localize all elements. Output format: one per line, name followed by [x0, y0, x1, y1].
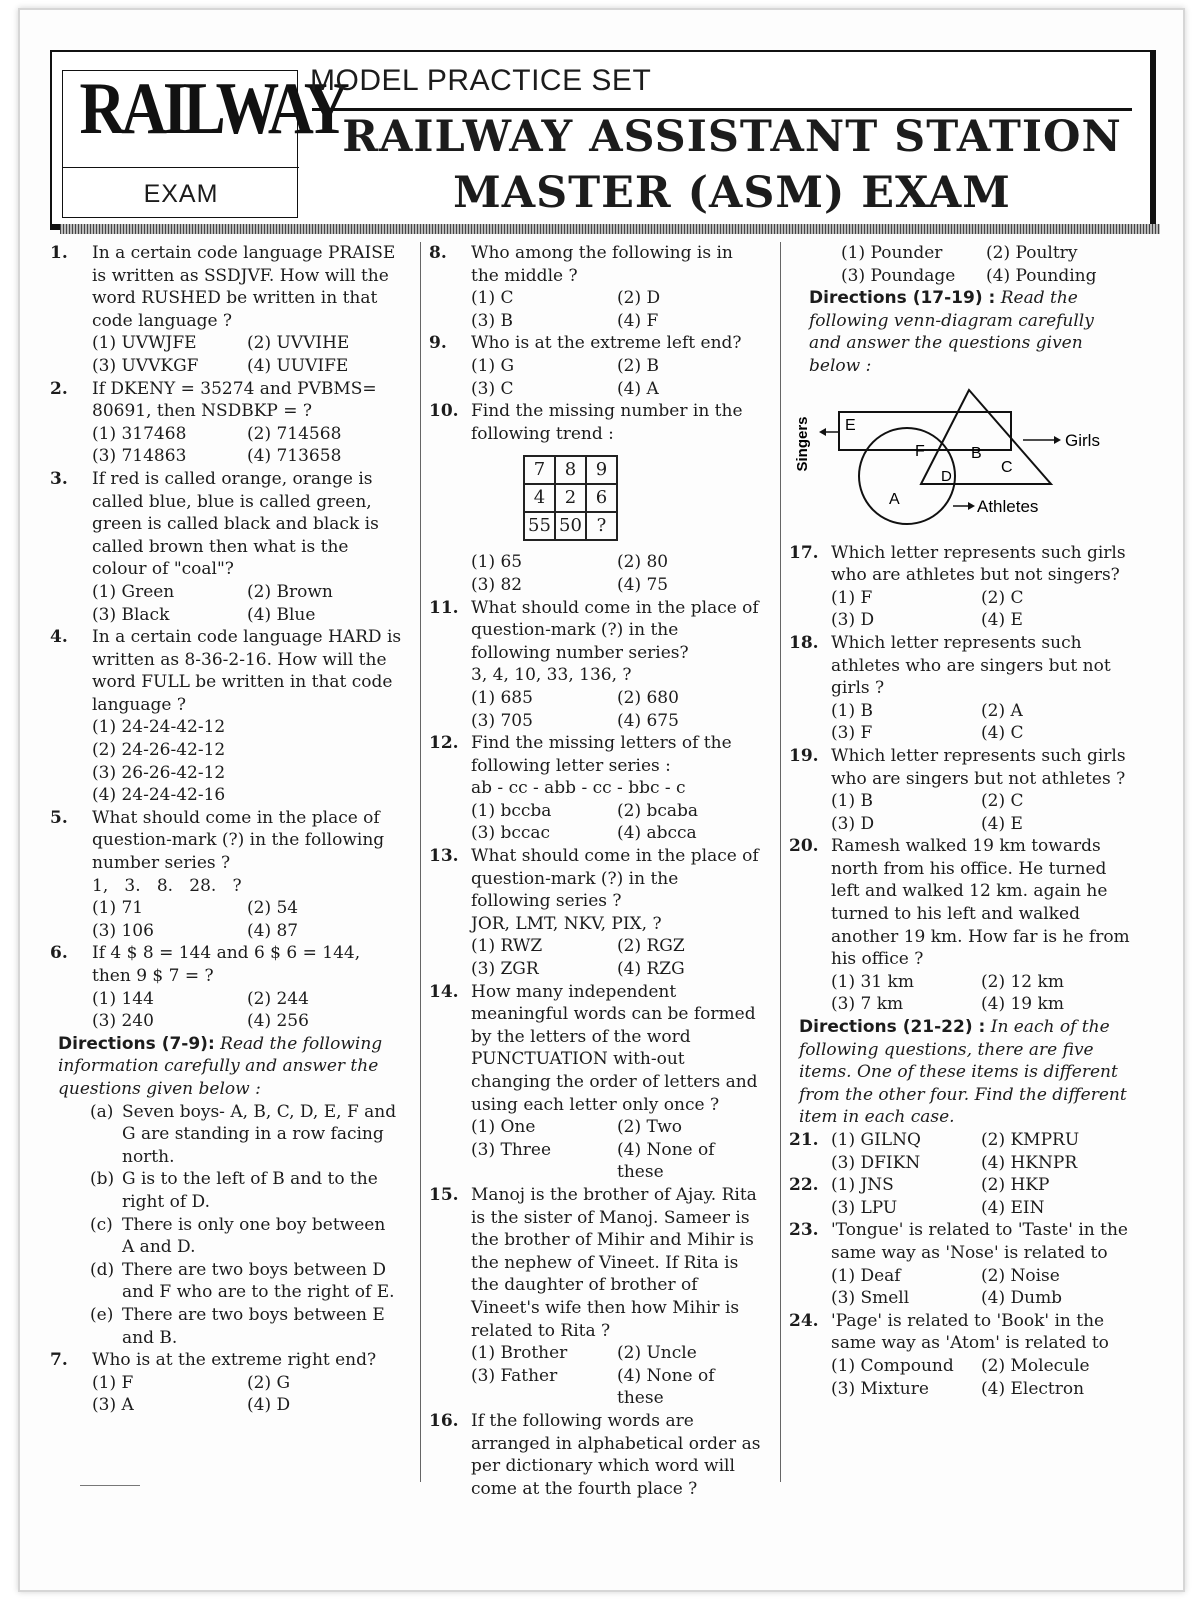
option: (1) 317468: [92, 423, 187, 444]
column-3: [780, 242, 1130, 1482]
question-23: [789, 1219, 1131, 1309]
options: [92, 1372, 402, 1417]
question-text: Which letter represents such girls who are singers but not athletes ?: [831, 745, 1126, 789]
question-24: [789, 1310, 1131, 1400]
options: [471, 551, 763, 596]
question-8: [429, 242, 763, 332]
option: (3) Poundage: [841, 265, 956, 286]
option: (3) A: [92, 1395, 134, 1416]
option: (1) 31 km: [831, 971, 914, 992]
question-text: Who is at the extreme left end?: [471, 333, 742, 354]
options: [831, 790, 1131, 835]
option: (2) Poultry: [986, 243, 1078, 263]
option: (3) D: [831, 610, 875, 631]
question-number: 5.: [50, 807, 68, 828]
options: [831, 1355, 1131, 1400]
question-number: 10.: [429, 401, 459, 422]
statement-label: (c): [90, 1214, 113, 1235]
question-text: Who is at the extreme right end?: [92, 1350, 377, 1371]
question-9: [429, 332, 763, 400]
exam-page: [18, 8, 1185, 1592]
question-text: Which letter represents such girls who are athletes but not singers?: [831, 542, 1126, 586]
option: (4) E: [981, 610, 1023, 631]
question-text: Which letter represents such athletes who are singers but not girls ?: [831, 632, 1111, 699]
option: (2) UVVIHE: [247, 333, 350, 354]
option: (1) Deaf: [831, 1265, 901, 1286]
exam-header: [50, 50, 1156, 230]
girls-arrowhead: [1054, 436, 1061, 444]
option: (1) One: [471, 1117, 536, 1138]
option: (4) 256: [247, 1011, 309, 1032]
option: (1) F: [92, 1372, 134, 1393]
question-number: 12.: [429, 733, 459, 754]
option: (2) 244: [247, 988, 309, 1009]
option: (2) Two: [617, 1117, 683, 1138]
grid-cell: 50: [555, 512, 586, 540]
question-text: What should come in the place of question-mark (?) in the following number series ?: [92, 807, 385, 874]
grid-cell: 55: [524, 512, 555, 540]
option: (2) 54: [247, 898, 299, 919]
venn-label-athletes: Athletes: [977, 496, 1039, 516]
options: [831, 971, 1131, 1016]
question-number: 11.: [429, 597, 459, 618]
venn-diagram: [793, 386, 1100, 536]
option: (2) 680: [617, 687, 679, 708]
option: (2) 12 km: [981, 971, 1064, 992]
option: (4) 24-24-42-16: [92, 785, 226, 806]
question-2: [50, 378, 402, 468]
statement-text: There are two boys between D and F who are to the right of E.: [122, 1259, 395, 1303]
venn-label-singers: Singers: [794, 416, 811, 472]
statement-text: Seven boys- A, B, C, D, E, F and G are standing in a row facing north.: [122, 1101, 397, 1167]
options: [831, 1174, 1131, 1219]
question-number: 13.: [429, 846, 459, 867]
question-text: If red is called orange, orange is called blue, blue is called green, green is called black and black is called brown then what is the colour of "coal"?: [92, 468, 379, 580]
grid-cell: ?: [586, 512, 617, 540]
options: [471, 800, 763, 845]
question-19: [789, 745, 1131, 835]
grid-cell: 6: [586, 484, 617, 512]
directions-label: Directions (7-9):: [58, 1033, 215, 1054]
option: (4) D: [247, 1395, 291, 1416]
number-series: 3, 4, 10, 33, 136, ?: [471, 665, 632, 686]
option: (1) B: [831, 700, 873, 721]
grid-cell: 7: [524, 456, 555, 484]
option: (4) Dumb: [981, 1288, 1063, 1309]
option: (1) 65: [471, 552, 523, 573]
option: (4) Pounding: [986, 265, 1097, 286]
options: [831, 587, 1131, 632]
question-16: [429, 1410, 763, 1500]
option: (4) RZG: [617, 959, 685, 980]
question-text: If DKENY = 35274 and PVBMS= 80691, then NSDBKP = ?: [92, 378, 377, 422]
option: (2) B: [617, 355, 659, 376]
option: (2) C: [981, 587, 1024, 608]
question-7: [50, 1349, 402, 1417]
option: (3) Smell: [831, 1288, 910, 1309]
statement-text: G is to the left of B and to the right of D.: [122, 1169, 378, 1212]
question-number: 21.: [789, 1130, 819, 1150]
option: (1) GILNQ: [831, 1130, 921, 1150]
column-2: [420, 242, 762, 1499]
region-e: E: [845, 416, 856, 434]
question-6: [50, 942, 402, 1032]
option: (3) 240: [92, 1011, 154, 1032]
venn-label-girls: Girls: [1065, 430, 1100, 450]
statement: [50, 1259, 402, 1304]
option: (2) G: [247, 1372, 291, 1393]
question-20: [789, 835, 1131, 1016]
options: [471, 1116, 763, 1184]
option: (1) F: [831, 587, 873, 608]
statement-label: (a): [90, 1101, 114, 1122]
option: (1) JNS: [831, 1175, 894, 1196]
number-series: 1, 3. 8. 28. ?: [92, 875, 242, 896]
statement-text: There are two boys between E and B.: [122, 1304, 385, 1348]
number-grid: [523, 455, 763, 541]
footer-rule: [80, 1485, 140, 1486]
option: (4) Blue: [247, 604, 316, 625]
option: (2) RGZ: [617, 936, 685, 957]
question-text: How many independent meaningful words can be formed by the letters of the word PUNCTUATION with-out changing the order of letters and using each letter only once ?: [471, 981, 758, 1115]
question-text: In a certain code language HARD is written as 8-36-2-16. How will the word FULL be written in that code language ?: [92, 627, 402, 715]
railway-exam-logo: [62, 68, 346, 218]
directions-text: Read the following venn-diagram carefully and answer the questions given below :: [809, 288, 1094, 376]
region-c: C: [1001, 458, 1013, 476]
option: (4) A: [617, 378, 659, 399]
option: (3) D: [831, 813, 875, 834]
options: [471, 687, 763, 732]
question-number: 2.: [50, 378, 68, 399]
option: (2) Molecule: [981, 1355, 1090, 1376]
option: (4) 713658: [247, 446, 342, 467]
directions-text: Read the following information carefully and answer the questions given below :: [58, 1033, 383, 1099]
statement: [50, 1214, 402, 1259]
athletes-arrowhead: [968, 502, 975, 510]
statement: [50, 1168, 402, 1213]
option: (4) None of these: [617, 1139, 715, 1183]
question-number: 9.: [429, 333, 447, 354]
region-a: A: [889, 490, 900, 508]
question-1: [50, 242, 402, 378]
option: (3) 7 km: [831, 994, 904, 1015]
option: (4) EIN: [981, 1197, 1045, 1218]
letter-series: ab - cc - abb - cc - bbc - c: [471, 778, 686, 799]
grid-cell: 2: [555, 484, 586, 512]
option: (2) Uncle: [617, 1343, 697, 1364]
option: (4) 75: [617, 574, 669, 595]
question-number: 22.: [789, 1175, 819, 1196]
options: [471, 1342, 763, 1410]
question-number: 3.: [50, 468, 68, 489]
option: (3) C: [471, 378, 514, 399]
option: (1) RWZ: [471, 936, 543, 957]
option: (1) G: [471, 355, 515, 376]
option: (4) E: [981, 813, 1023, 834]
options: [831, 1265, 1131, 1310]
options: [831, 700, 1131, 745]
option: (3) DFIKN: [831, 1152, 921, 1173]
question-text: What should come in the place of question-mark (?) in the following number series?: [471, 597, 759, 663]
directions-label: Directions (17-19) :: [809, 288, 996, 309]
question-number: 8.: [429, 243, 447, 263]
option: (4) None of these: [617, 1365, 715, 1409]
region-d: D: [941, 467, 952, 485]
question-13: [429, 845, 763, 981]
question-text: If the following words are arranged in alphabetical order as per dictionary which word will come at the fourth place ?: [471, 1410, 761, 1499]
directions-text: In each of the following questions, there are five items. One of these items is different from the other four. Find the different item in each case.: [799, 1017, 1127, 1128]
option: (3) 26-26-42-12: [92, 762, 226, 783]
question-21: [789, 1129, 1131, 1174]
option: (2) KMPRU: [981, 1130, 1080, 1150]
question-number: 17.: [789, 542, 819, 563]
option: (1) Pounder: [841, 243, 943, 263]
question-text: Manoj is the brother of Ajay. Rita is the sister of Manoj. Sameer is the brother of Mihir and Mihir is the nephew of Vineet. If Rita is the daughter of brother of Vineet's wife then how Mihir is related to Rita ?: [471, 1184, 757, 1341]
question-12: [429, 732, 763, 845]
option: (1) Compound: [831, 1355, 954, 1376]
logo-word: RAILWAY: [79, 68, 346, 150]
question-text: If 4 $ 8 = 144 and 6 $ 6 = 144, then 9 $ 7 = ?: [92, 943, 361, 986]
options: [471, 287, 763, 332]
option: (4) Electron: [981, 1378, 1085, 1399]
option: (3) F: [831, 723, 873, 744]
question-text: In a certain code language PRAISE is written as SSDJVF. How will the word RUSHED be written in that code language ?: [92, 243, 396, 331]
question-text: 'Page' is related to 'Book' in the same way as 'Atom' is related to: [831, 1310, 1109, 1354]
option: (1) Brother: [471, 1343, 568, 1364]
options: [471, 355, 763, 400]
option: (1) bccba: [471, 800, 552, 821]
directions-21-22: [789, 1016, 1131, 1129]
option: (4) C: [981, 723, 1024, 744]
option: (3) B: [471, 310, 513, 331]
question-text: 'Tongue' is related to 'Taste' in the same way as 'Nose' is related to: [831, 1220, 1128, 1263]
option: (1) 71: [92, 898, 144, 919]
question-number: 23.: [789, 1220, 819, 1241]
grid-cell: 8: [555, 456, 586, 484]
options: [92, 332, 402, 377]
question-18: [789, 632, 1131, 745]
options: [92, 988, 402, 1033]
question-4: [50, 626, 402, 807]
question-number: 1.: [50, 243, 68, 263]
option: (1) 685: [471, 687, 533, 708]
page-title: RAILWAY ASSISTANT STATION: [342, 112, 1122, 162]
option: (3) Mixture: [831, 1378, 929, 1399]
statement-label: (e): [90, 1304, 114, 1325]
option: (3) 705: [471, 710, 533, 731]
option: (3) UVVKGF: [92, 355, 199, 376]
option: (3) Three: [471, 1139, 552, 1160]
question-text: Find the missing number in the following trend :: [471, 401, 743, 444]
grid-cell: 4: [524, 484, 555, 512]
option: (1) 144: [92, 988, 154, 1009]
question-text: Who among the following is in the middle ?: [471, 243, 733, 286]
option: (4) F: [617, 310, 659, 331]
statement: [50, 1304, 402, 1349]
question-3: [50, 468, 402, 626]
option: (3) Black: [92, 604, 170, 625]
option: (2) A: [981, 700, 1023, 721]
question-number: 6.: [50, 943, 68, 964]
option: (4) 675: [617, 710, 679, 731]
directions-label: Directions (21-22) :: [799, 1017, 986, 1038]
question-text: What should come in the place of question-mark (?) in the following series ?: [471, 846, 759, 912]
option: (1) C: [471, 288, 514, 309]
options: [831, 1129, 1131, 1174]
directions-7-9: [50, 1033, 402, 1101]
question-number: 16.: [429, 1410, 459, 1431]
question-15: [429, 1184, 763, 1410]
statement-label: (d): [90, 1259, 115, 1280]
question-text: Ramesh walked 19 km towards north from his office. He turned left and walked 12 km. again he turned to his left and walked another 19 km. How far is he from his office ?: [831, 836, 1130, 970]
statement-label: (b): [90, 1169, 115, 1190]
option: (1) B: [831, 791, 873, 812]
question-14: [429, 981, 763, 1184]
question-16-options: [789, 242, 1131, 287]
options: [92, 581, 402, 626]
question-number: 14.: [429, 981, 459, 1002]
option: (2) bcaba: [617, 800, 699, 821]
option: (3) 106: [92, 920, 154, 941]
statement: [50, 1101, 402, 1169]
logo-sub: EXAM: [63, 167, 299, 219]
option: (1) 24-24-42-12: [92, 717, 226, 738]
question-number: 4.: [50, 627, 68, 648]
option: (2) HKP: [981, 1175, 1050, 1196]
option: (4) HKNPR: [981, 1152, 1078, 1173]
option: (4) 19 km: [981, 994, 1064, 1015]
directions-17-19: [789, 287, 1131, 377]
option: (4) UUVIFE: [247, 355, 349, 376]
option: (3) bccac: [471, 823, 551, 844]
option: (3) Father: [471, 1365, 558, 1386]
region-f: F: [915, 442, 925, 460]
region-b: B: [971, 444, 982, 462]
question-10: [429, 400, 763, 596]
option: (4) abcca: [617, 823, 697, 844]
options: [471, 935, 763, 980]
option: (4) 87: [247, 920, 299, 941]
question-number: 24.: [789, 1310, 819, 1331]
options: [92, 716, 402, 806]
question-number: 7.: [50, 1350, 68, 1371]
option: (3) ZGR: [471, 959, 539, 980]
options: [92, 423, 402, 468]
series-label: MODEL PRACTICE SET: [310, 64, 652, 97]
grid-cell: 9: [586, 456, 617, 484]
option: (1) Green: [92, 581, 175, 602]
singers-arrowhead: [819, 428, 826, 436]
option: (3) 714863: [92, 446, 187, 467]
page-title-line2: MASTER (ASM) EXAM: [453, 168, 1011, 218]
question-5: [50, 807, 402, 943]
question-22: [789, 1174, 1131, 1219]
options: [92, 897, 402, 942]
option: (2) 80: [617, 552, 669, 573]
question-number: 18.: [789, 632, 819, 653]
question-number: 19.: [789, 745, 819, 766]
question-number: 15.: [429, 1184, 459, 1205]
option: (2) Noise: [981, 1265, 1060, 1286]
option: (1) UVWJFE: [92, 333, 197, 354]
option: (3) LPU: [831, 1197, 898, 1218]
header-shadow-hatch: [60, 224, 1160, 234]
option: (2) D: [617, 288, 661, 309]
option: (2) 24-26-42-12: [92, 740, 226, 761]
letter-series: JOR, LMT, NKV, PIX, ?: [471, 913, 662, 934]
option: (2) Brown: [247, 581, 333, 602]
option: (3) 82: [471, 574, 523, 595]
statement-text: There is only one boy between A and D.: [122, 1214, 386, 1258]
question-number: 20.: [789, 836, 819, 857]
header-rule: [312, 108, 1132, 111]
question-11: [429, 597, 763, 733]
option: (2) C: [981, 791, 1024, 812]
question-text: Find the missing letters of the following letter series :: [471, 733, 732, 776]
question-17: [789, 542, 1131, 632]
option: (2) 714568: [247, 423, 342, 444]
column-1: [50, 242, 402, 1417]
